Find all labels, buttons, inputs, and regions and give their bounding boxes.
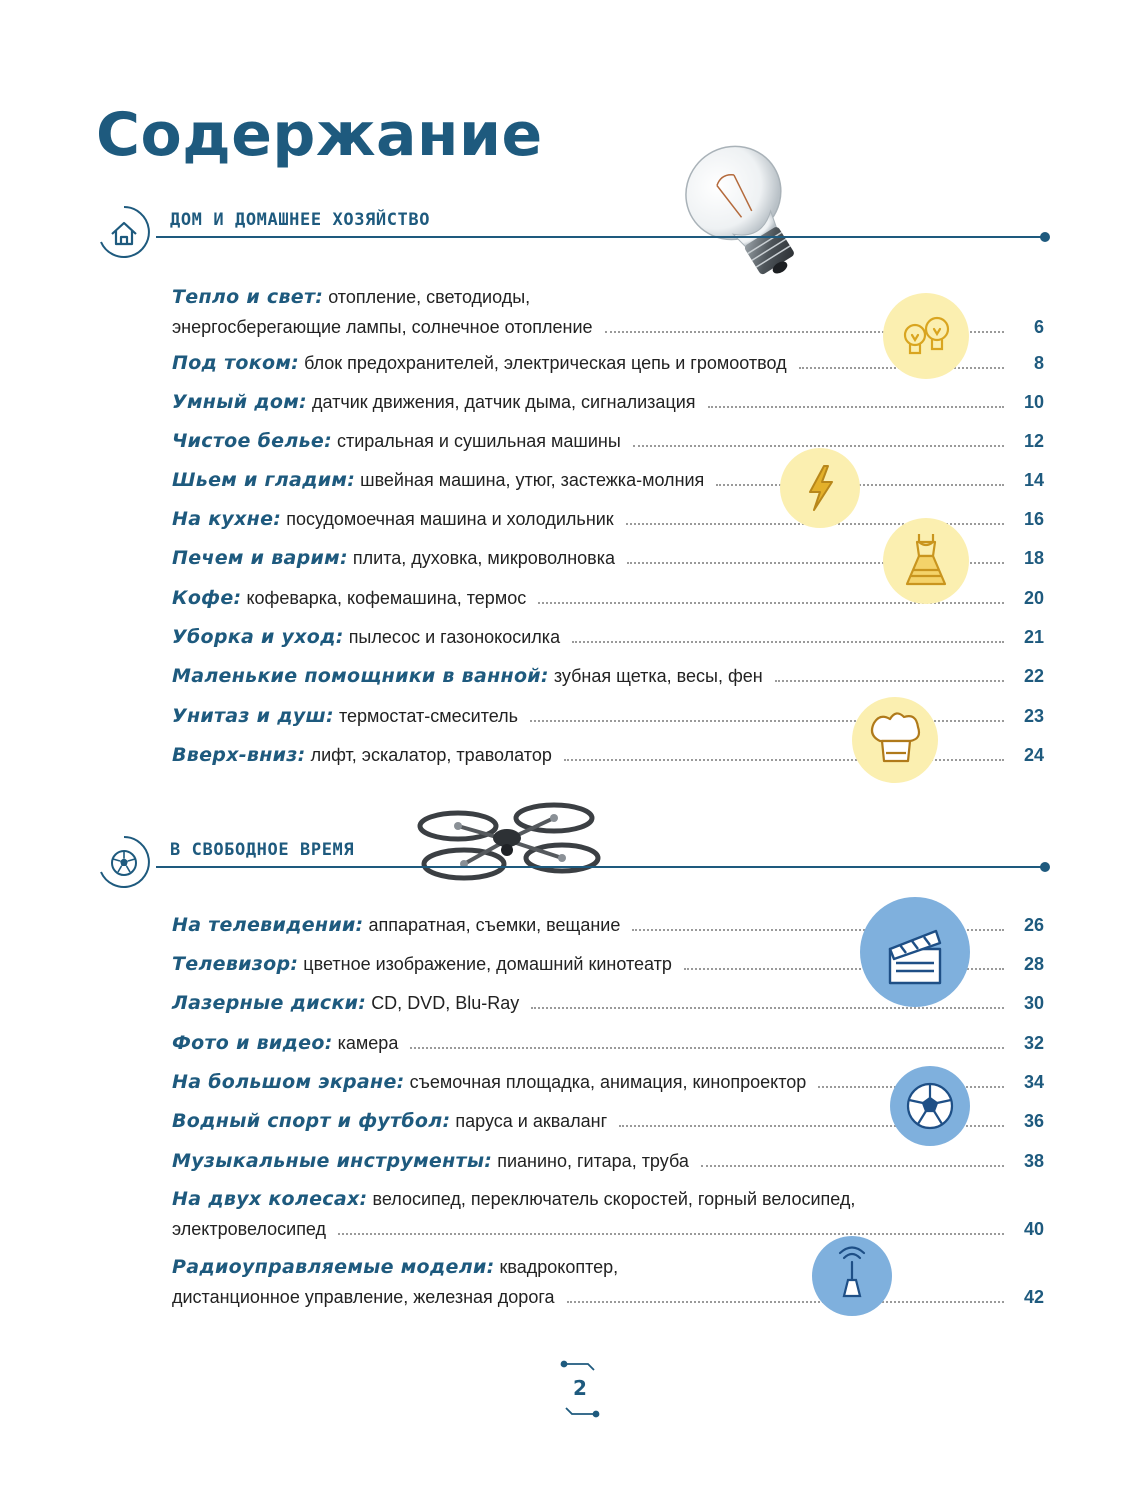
remote-antenna-sketch-icon bbox=[812, 1236, 892, 1316]
lightning-sketch-icon bbox=[780, 448, 860, 528]
entry-description: блок предохранителей, электрическая цепь и громоотвод bbox=[304, 353, 787, 373]
page-number: 36 bbox=[1023, 1111, 1044, 1131]
divider-dot bbox=[1040, 232, 1050, 242]
entry-title: Кофе: bbox=[172, 587, 242, 609]
entry-title: Телевизор: bbox=[172, 953, 299, 975]
page-number: 6 bbox=[1033, 317, 1044, 337]
section-divider bbox=[156, 866, 1044, 868]
entry-description: квадрокоптер, bbox=[499, 1257, 619, 1277]
page-number: 12 bbox=[1023, 431, 1044, 451]
section-header-home bbox=[96, 204, 1050, 264]
entry-title: На кухне: bbox=[172, 508, 282, 530]
entry-description: аппаратная, съемки, вещание bbox=[368, 915, 621, 935]
section-header-leisure bbox=[96, 834, 1050, 894]
entry-description: паруса и акваланг bbox=[455, 1111, 608, 1131]
entry-description: камера bbox=[337, 1033, 399, 1053]
entry-description: пианино, гитара, труба bbox=[497, 1151, 689, 1171]
page-number: 10 bbox=[1023, 392, 1044, 412]
dress-sketch-icon bbox=[883, 518, 969, 604]
page-number: 22 bbox=[1023, 666, 1044, 686]
entry-description: зубная щетка, весы, фен bbox=[553, 666, 763, 686]
toc-entry[interactable] bbox=[172, 661, 1044, 691]
page-title: Содержание bbox=[96, 100, 543, 170]
entry-description: термостат-смеситель bbox=[338, 706, 519, 726]
entry-description: стиральная и сушильная машины bbox=[336, 431, 621, 451]
soccer-ball-sketch-icon bbox=[890, 1066, 970, 1146]
toc-entry[interactable] bbox=[172, 426, 1044, 456]
entry-description: швейная машина, утюг, застежка-молния bbox=[360, 470, 705, 490]
entry-description: велосипед, переключатель скоростей, горный велосипед, bbox=[372, 1189, 856, 1209]
entry-description: лифт, эскалатор, траволатор bbox=[310, 745, 552, 765]
house-icon bbox=[112, 223, 136, 244]
chef-hat-sketch-icon bbox=[852, 697, 938, 783]
toc-entry[interactable] bbox=[172, 1028, 1044, 1058]
page-number: 8 bbox=[1033, 353, 1044, 373]
page-number: 21 bbox=[1023, 627, 1044, 647]
entry-title: Радиоуправляемые модели: bbox=[172, 1256, 495, 1278]
entry-description: отопление, светодиоды, bbox=[328, 287, 531, 307]
leader-dots bbox=[633, 445, 1004, 447]
entry-description: цветное изображение, домашний кинотеатр bbox=[303, 954, 672, 974]
page-number: 26 bbox=[1023, 915, 1044, 935]
section-title: В СВОБОДНОЕ ВРЕМЯ bbox=[170, 840, 355, 860]
entry-title: Уборка и уход: bbox=[172, 626, 344, 648]
clapperboard-sketch-icon bbox=[860, 897, 970, 1007]
entry-title: На телевидении: bbox=[172, 914, 364, 936]
page-number: 32 bbox=[1023, 1033, 1044, 1053]
toc-entry[interactable] bbox=[172, 1252, 1044, 1312]
entry-description: CD, DVD, Blu-Ray bbox=[371, 993, 520, 1013]
entry-description: съемочная площадка, анимация, кинопроектор bbox=[409, 1072, 807, 1092]
entry-description: кофеварка, кофемашина, термос bbox=[246, 588, 527, 608]
entry-title: Печем и варим: bbox=[172, 547, 348, 569]
toc-entry[interactable] bbox=[172, 1184, 1044, 1244]
section-badge bbox=[96, 204, 152, 260]
leader-dots bbox=[410, 1047, 1004, 1049]
section-divider bbox=[156, 236, 1044, 238]
entry-title: Под током: bbox=[172, 352, 300, 374]
toc-entry[interactable] bbox=[172, 1146, 1044, 1176]
entry-title: Унитаз и душ: bbox=[172, 705, 334, 727]
entry-title: На большом экране: bbox=[172, 1071, 405, 1093]
entry-title: Водный спорт и футбол: bbox=[172, 1110, 451, 1132]
leader-dots bbox=[701, 1165, 1004, 1167]
entry-title: Умный дом: bbox=[172, 391, 307, 413]
section-title: ДОМ И ДОМАШНЕЕ ХОЗЯЙСТВО bbox=[170, 210, 431, 230]
bulbs-sketch-icon bbox=[883, 293, 969, 379]
leader-dots bbox=[775, 680, 1004, 682]
entry-title: Шьем и гладим: bbox=[172, 469, 356, 491]
entry-description: электровелосипед bbox=[172, 1219, 327, 1239]
entry-title: Лазерные диски: bbox=[172, 992, 367, 1014]
toc-entry[interactable] bbox=[172, 465, 1044, 495]
entry-title: Чистое белье: bbox=[172, 430, 332, 452]
page-number: 42 bbox=[1023, 1287, 1044, 1307]
page-number: 34 bbox=[1023, 1072, 1044, 1092]
page-number: 28 bbox=[1023, 954, 1044, 974]
entry-title: Тепло и свет: bbox=[172, 286, 324, 308]
soccer-ball-icon bbox=[112, 851, 136, 875]
page-number: 40 bbox=[1023, 1219, 1044, 1239]
entry-title: Фото и видео: bbox=[172, 1032, 333, 1054]
page-number: 14 bbox=[1023, 470, 1044, 490]
entry-description: посудомоечная машина и холодильник bbox=[286, 509, 614, 529]
toc-entry[interactable] bbox=[172, 387, 1044, 417]
page-number: 24 bbox=[1023, 745, 1044, 765]
entry-description: плита, духовка, микроволновка bbox=[352, 548, 616, 568]
divider-dot bbox=[1040, 862, 1050, 872]
toc-entry[interactable] bbox=[172, 622, 1044, 652]
leader-dots bbox=[338, 1233, 1004, 1235]
page-number-footer: 2 bbox=[573, 1376, 587, 1400]
section-badge bbox=[96, 834, 152, 890]
leader-dots bbox=[716, 484, 1004, 486]
leader-dots bbox=[572, 641, 1004, 643]
page-number: 20 bbox=[1023, 588, 1044, 608]
entry-description: пылесос и газонокосилка bbox=[348, 627, 561, 647]
leader-dots bbox=[708, 406, 1004, 408]
page-number: 16 bbox=[1023, 509, 1044, 529]
entry-description: датчик движения, датчик дыма, сигнализация bbox=[311, 392, 696, 412]
page-number: 23 bbox=[1023, 706, 1044, 726]
entry-description: дистанционное управление, железная дорога bbox=[172, 1287, 555, 1307]
entry-title: Музыкальные инструменты: bbox=[172, 1150, 493, 1172]
entry-description: энергосберегающие лампы, солнечное отопление bbox=[172, 317, 593, 337]
entry-title: Вверх-вниз: bbox=[172, 744, 306, 766]
entry-title: На двух колесах: bbox=[172, 1188, 368, 1210]
page-number: 18 bbox=[1023, 548, 1044, 568]
page-number: 38 bbox=[1023, 1151, 1044, 1171]
entry-title: Маленькие помощники в ванной: bbox=[172, 665, 549, 687]
leader-dots bbox=[531, 1007, 1004, 1009]
leader-dots bbox=[567, 1301, 1004, 1303]
page-number: 30 bbox=[1023, 993, 1044, 1013]
